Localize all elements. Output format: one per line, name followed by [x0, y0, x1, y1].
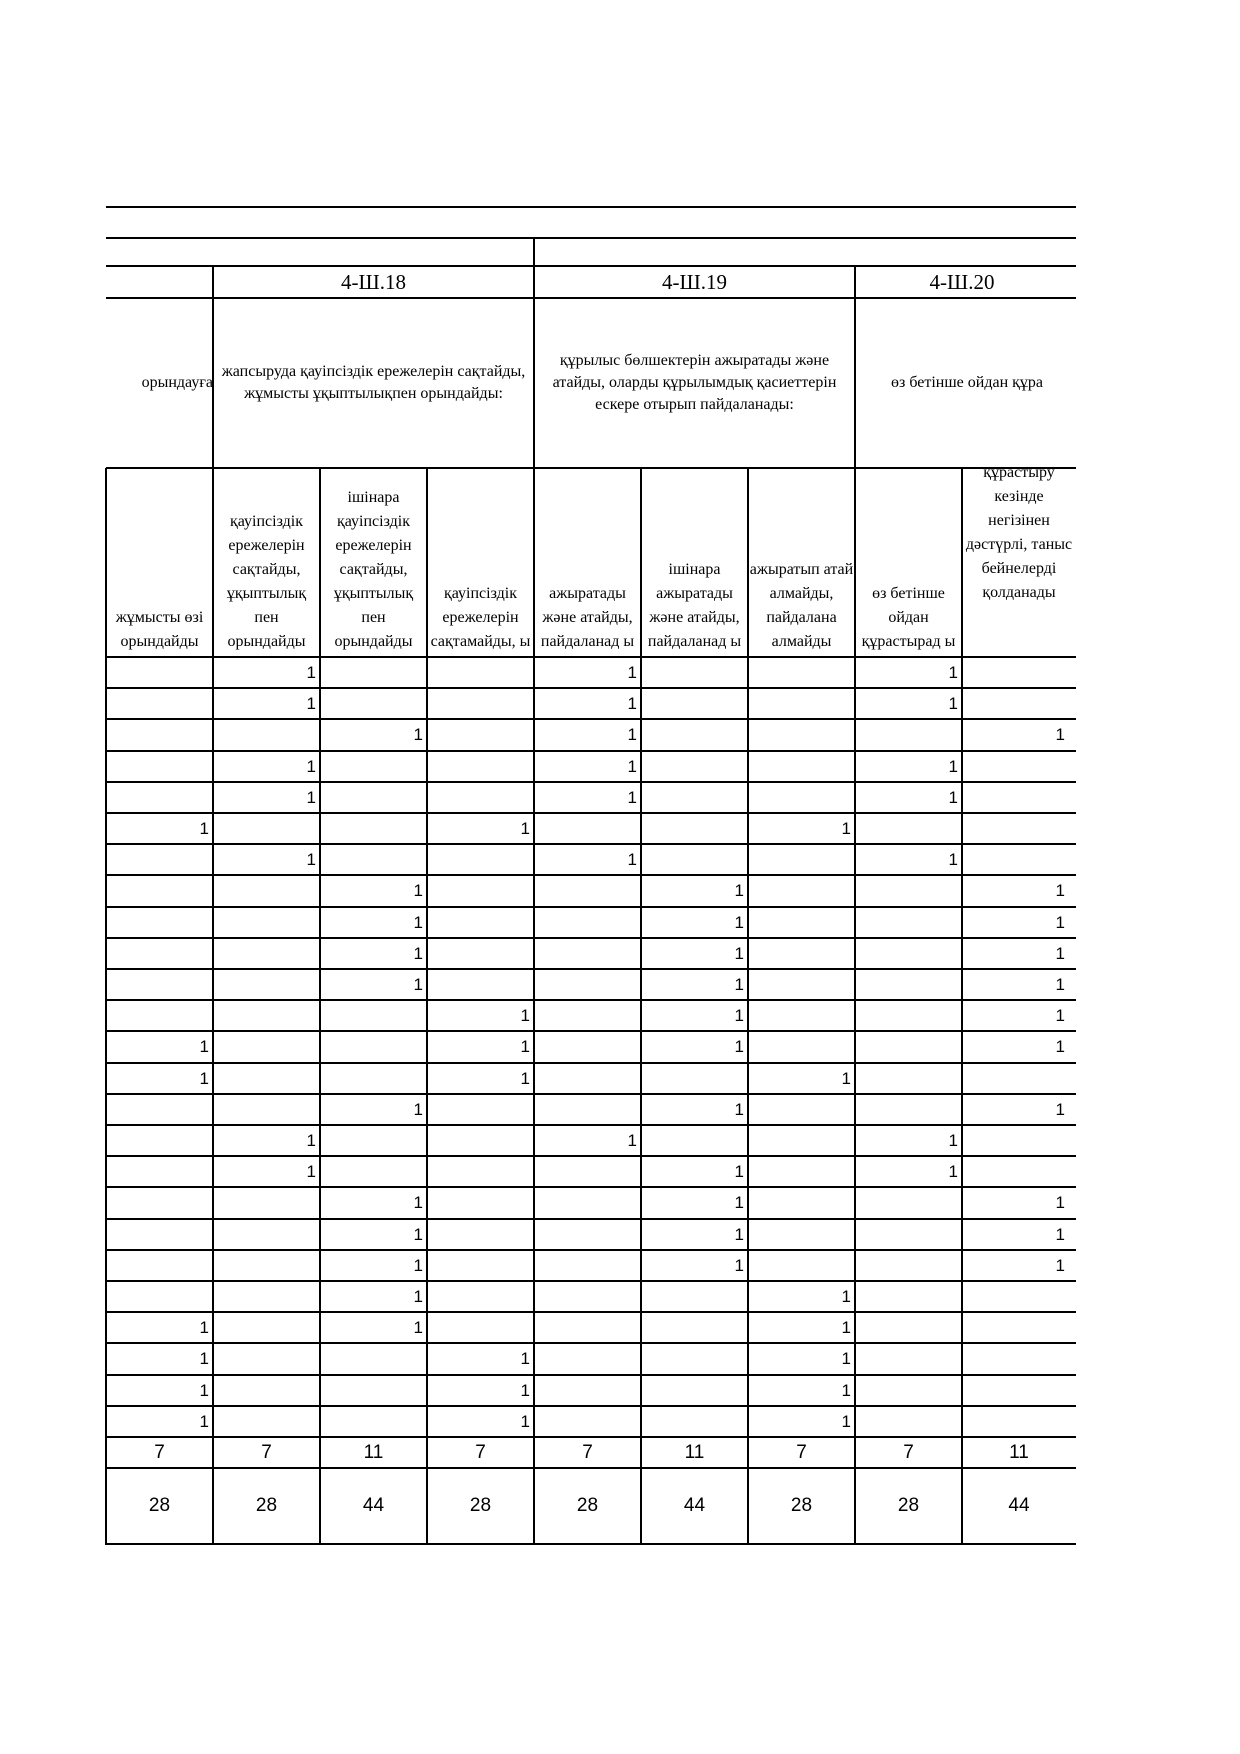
total-count: 7	[154, 1442, 165, 1463]
table-cell	[748, 845, 855, 875]
table-cell	[320, 1032, 427, 1062]
table-cell	[427, 939, 534, 969]
table-cell	[962, 814, 1069, 844]
total-percent: 28	[576, 1495, 599, 1516]
table-cell	[427, 1313, 534, 1343]
table-cell: 1	[306, 663, 316, 682]
table-cell: 1	[1055, 1193, 1065, 1212]
table-cell	[106, 908, 213, 938]
table-cell	[106, 1157, 213, 1187]
table-cell	[855, 1032, 962, 1062]
table-cell	[106, 1001, 213, 1031]
table-cell: 1	[734, 1100, 744, 1119]
table-cell	[320, 752, 427, 782]
table-cell: 1	[520, 1069, 530, 1088]
table-cell	[106, 1282, 213, 1312]
criterion-code: 4-Ш.18	[341, 270, 406, 294]
total-percent: 44	[1008, 1495, 1030, 1516]
column-header: қауіпсіздік ережелерін сақтайды, ұқыптылық пен орындайды	[226, 513, 307, 650]
table-cell	[641, 720, 748, 750]
table-cell: 1	[1055, 1256, 1065, 1275]
table-cell	[534, 1313, 641, 1343]
table-cell	[748, 658, 855, 688]
table-cell	[213, 1064, 320, 1094]
column-header: ішінара ажыратады және атайды, пайдаланад ы	[647, 561, 742, 650]
table-cell	[213, 1001, 320, 1031]
table-cell: 1	[734, 1006, 744, 1025]
table-cell: 1	[520, 1006, 530, 1025]
table-cell	[427, 1157, 534, 1187]
table-cell: 1	[520, 1349, 530, 1368]
table-cell	[641, 1126, 748, 1156]
table-cell	[427, 658, 534, 688]
table-cell	[748, 970, 855, 1000]
table-cell	[213, 1220, 320, 1250]
criterion-description: орындауға	[141, 374, 213, 391]
table-cell: 1	[627, 788, 637, 807]
table-cell	[427, 752, 534, 782]
table-cell	[427, 876, 534, 906]
table-cell	[962, 1064, 1069, 1094]
table-cell: 1	[306, 1162, 316, 1181]
total-percent: 44	[683, 1495, 706, 1516]
table-cell: 1	[306, 850, 316, 869]
table-cell	[748, 720, 855, 750]
criterion-description: өз бетінше ойдан құра	[891, 374, 1044, 391]
table-cell: 1	[413, 725, 423, 744]
table-cell	[962, 1157, 1069, 1187]
table-cell	[106, 1095, 213, 1125]
table-cell	[213, 720, 320, 750]
total-count: 11	[684, 1442, 705, 1463]
table-cell: 1	[734, 944, 744, 963]
table-rule	[106, 237, 1076, 239]
table-cell	[320, 1344, 427, 1374]
table-cell: 1	[413, 1287, 423, 1306]
table-cell: 1	[734, 1256, 744, 1275]
table-cell: 1	[413, 975, 423, 994]
table-cell	[106, 689, 213, 719]
table-cell: 1	[413, 913, 423, 932]
table-cell: 1	[948, 788, 958, 807]
table-cell	[534, 970, 641, 1000]
table-cell	[748, 908, 855, 938]
table-cell	[641, 689, 748, 719]
table-cell	[320, 1376, 427, 1406]
total-count: 7	[903, 1442, 914, 1463]
table-cell: 1	[948, 1162, 958, 1181]
table-cell	[748, 689, 855, 719]
table-cell: 1	[520, 1412, 530, 1431]
table-cell	[106, 970, 213, 1000]
table-cell: 1	[306, 788, 316, 807]
table-cell	[534, 1344, 641, 1374]
table-cell: 1	[413, 1193, 423, 1212]
table-cell: 1	[627, 757, 637, 776]
table-cell: 1	[520, 819, 530, 838]
table-cell: 1	[520, 1381, 530, 1400]
table-cell	[320, 845, 427, 875]
total-count: 7	[796, 1442, 807, 1463]
table-cell	[320, 814, 427, 844]
table-cell: 1	[199, 1412, 209, 1431]
table-cell: 1	[413, 1256, 423, 1275]
table-cell: 1	[948, 757, 958, 776]
table-cell	[534, 814, 641, 844]
column-header: жұмысты өзі орындайды	[115, 609, 204, 650]
table-cell	[320, 1126, 427, 1156]
table-cell	[748, 1095, 855, 1125]
table-cell: 1	[734, 1225, 744, 1244]
table-cell	[855, 1344, 962, 1374]
table-cell	[213, 939, 320, 969]
table-cell: 1	[1055, 725, 1065, 744]
table-cell: 1	[413, 1225, 423, 1244]
table-cell	[106, 845, 213, 875]
table-cell	[213, 970, 320, 1000]
table-cell	[534, 1001, 641, 1031]
table-cell	[213, 1313, 320, 1343]
table-cell	[106, 658, 213, 688]
total-count: 7	[261, 1442, 272, 1463]
table-cell	[855, 970, 962, 1000]
table-cell: 1	[734, 881, 744, 900]
table-cell	[534, 876, 641, 906]
table-cell	[320, 1064, 427, 1094]
table-cell	[106, 876, 213, 906]
table-cell	[320, 1001, 427, 1031]
table-cell: 1	[1055, 975, 1065, 994]
table-cell	[427, 689, 534, 719]
table-cell	[855, 1282, 962, 1312]
table-cell	[534, 1376, 641, 1406]
table-cell	[855, 876, 962, 906]
table-cell	[641, 658, 748, 688]
table-cell	[962, 1376, 1069, 1406]
criterion-code: 4-Ш.19	[662, 270, 727, 294]
table-cell	[641, 1282, 748, 1312]
total-percent: 44	[362, 1495, 385, 1516]
table-cell	[320, 1407, 427, 1437]
table-cell	[641, 1344, 748, 1374]
table-cell	[855, 1313, 962, 1343]
table-cell	[962, 752, 1069, 782]
table-cell	[106, 783, 213, 813]
table-cell	[427, 720, 534, 750]
table-cell: 1	[627, 850, 637, 869]
table-cell: 1	[948, 694, 958, 713]
table-cell: 1	[199, 1318, 209, 1337]
column-header: ішінара қауіпсіздік ережелерін сақтайды, ұқыптылық пен орындайды	[333, 489, 414, 650]
table-cell	[748, 1032, 855, 1062]
table-cell	[962, 689, 1069, 719]
table-cell: 1	[841, 1381, 851, 1400]
table-cell	[855, 814, 962, 844]
table-cell: 1	[734, 1162, 744, 1181]
table-cell	[962, 1407, 1069, 1437]
table-cell	[106, 1220, 213, 1250]
table-cell	[320, 658, 427, 688]
table-cell: 1	[1055, 1225, 1065, 1244]
table-cell	[534, 1282, 641, 1312]
table-cell: 1	[199, 1069, 209, 1088]
table-cell	[427, 1220, 534, 1250]
table-cell	[534, 908, 641, 938]
table-cell	[213, 1188, 320, 1218]
table-cell	[855, 1001, 962, 1031]
table-cell: 1	[199, 819, 209, 838]
table-cell	[213, 1095, 320, 1125]
table-cell	[213, 1282, 320, 1312]
table-cell	[427, 845, 534, 875]
table-cell: 1	[627, 663, 637, 682]
table-cell	[213, 814, 320, 844]
table-cell	[641, 1376, 748, 1406]
table-cell	[534, 1064, 641, 1094]
table-cell: 1	[948, 1131, 958, 1150]
table-cell: 1	[734, 1193, 744, 1212]
table-cell	[106, 1251, 213, 1281]
table-cell: 1	[841, 1287, 851, 1306]
table-cell: 1	[306, 757, 316, 776]
table-cell	[320, 689, 427, 719]
table-cell	[427, 1126, 534, 1156]
total-percent: 28	[790, 1495, 813, 1516]
table-cell: 1	[1055, 1006, 1065, 1025]
table-cell	[748, 752, 855, 782]
table-cell: 1	[199, 1037, 209, 1056]
table-cell	[641, 814, 748, 844]
table-cell	[641, 783, 748, 813]
table-cell: 1	[413, 1318, 423, 1337]
table-rule	[106, 206, 1076, 208]
table-cell	[213, 1032, 320, 1062]
table-cell	[106, 1126, 213, 1156]
table-cell: 1	[199, 1349, 209, 1368]
table-cell	[748, 1157, 855, 1187]
table-cell	[534, 1220, 641, 1250]
table-cell	[748, 783, 855, 813]
table-cell	[962, 1313, 1069, 1343]
table-cell	[106, 1188, 213, 1218]
table-cell	[855, 1407, 962, 1437]
table-cell	[213, 908, 320, 938]
table-cell: 1	[627, 725, 637, 744]
table-cell: 1	[413, 944, 423, 963]
column-header: ажыратады және атайды, пайдаланад ы	[540, 585, 635, 650]
table-cell	[534, 939, 641, 969]
total-percent: 28	[897, 1495, 920, 1516]
table-cell	[855, 1188, 962, 1218]
total-percent: 28	[148, 1495, 171, 1516]
table-cell	[427, 970, 534, 1000]
table-cell: 1	[627, 1131, 637, 1150]
column-header: қауіпсіздік ережелерін сақтамайды, ы	[430, 585, 531, 650]
table-cell	[641, 1407, 748, 1437]
table-cell	[748, 1001, 855, 1031]
table-cell: 1	[1055, 1037, 1065, 1056]
table-cell: 1	[841, 1069, 851, 1088]
table-cell: 1	[734, 913, 744, 932]
table-cell	[855, 1064, 962, 1094]
table-cell: 1	[1055, 913, 1065, 932]
table-cell	[641, 752, 748, 782]
table-cell: 1	[841, 1412, 851, 1431]
table-cell	[962, 1344, 1069, 1374]
total-count: 7	[475, 1442, 486, 1463]
table-cell	[748, 1188, 855, 1218]
table-cell	[106, 720, 213, 750]
total-percent: 28	[255, 1495, 278, 1516]
table-cell	[213, 876, 320, 906]
table-cell: 1	[948, 850, 958, 869]
table-cell	[855, 720, 962, 750]
table-cell	[534, 1188, 641, 1218]
table-cell: 1	[413, 1100, 423, 1119]
table-cell	[748, 876, 855, 906]
table-cell	[855, 939, 962, 969]
table-rule	[106, 1543, 1076, 1545]
total-percent: 28	[469, 1495, 492, 1516]
criterion-code: 4-Ш.20	[929, 270, 995, 294]
table-cell: 1	[520, 1037, 530, 1056]
table-cell	[213, 1376, 320, 1406]
table-cell	[320, 1157, 427, 1187]
table-cell	[106, 752, 213, 782]
table-cell: 1	[306, 694, 316, 713]
table-cell	[748, 939, 855, 969]
table-cell	[213, 1407, 320, 1437]
table-cell: 1	[734, 975, 744, 994]
table-cell: 1	[734, 1037, 744, 1056]
criterion-description: құрылыс бөлшектерін ажыратады және атайды, оларды құрылымдық қасиеттерін ескере отырып пайдаланады:	[552, 352, 837, 413]
total-count: 7	[582, 1442, 593, 1463]
column-header: құрастыру кезінде негізінен дәстүрлі, таныс бейнелерді қолданады	[965, 464, 1073, 601]
table-cell	[855, 1376, 962, 1406]
table-cell	[748, 1126, 855, 1156]
table-cell	[427, 1282, 534, 1312]
table-cell	[427, 783, 534, 813]
table-cell	[427, 908, 534, 938]
table-cell	[962, 845, 1069, 875]
table-cell	[213, 1344, 320, 1374]
table-cell	[427, 1095, 534, 1125]
table-cell: 1	[948, 663, 958, 682]
table-cell	[320, 783, 427, 813]
table-cell: 1	[1055, 1100, 1065, 1119]
table-cell	[641, 1313, 748, 1343]
table-cell	[855, 1251, 962, 1281]
table-cell	[855, 908, 962, 938]
table-cell: 1	[841, 1318, 851, 1337]
criterion-description: жапсыруда қауіпсіздік ережелерін сақтайды, жұмысты ұқыптылықпен орындайды:	[221, 363, 526, 402]
column-header: өз бетінше ойдан құрастырад ы	[861, 585, 956, 650]
table-cell	[748, 1251, 855, 1281]
table-cell: 1	[306, 1131, 316, 1150]
table-cell	[855, 1095, 962, 1125]
table-cell: 1	[413, 881, 423, 900]
table-cell: 1	[841, 819, 851, 838]
total-count: 11	[363, 1442, 384, 1463]
table-cell	[962, 1282, 1069, 1312]
table-cell	[855, 1220, 962, 1250]
table-cell	[962, 1126, 1069, 1156]
table-cell	[962, 658, 1069, 688]
table-cell	[427, 1188, 534, 1218]
table-cell: 1	[199, 1381, 209, 1400]
table-cell	[534, 1032, 641, 1062]
table-cell	[962, 783, 1069, 813]
table-cell	[534, 1251, 641, 1281]
table-cell	[534, 1157, 641, 1187]
table-cell: 1	[1055, 944, 1065, 963]
table-cell	[748, 1220, 855, 1250]
table-cell	[641, 1064, 748, 1094]
table-cell	[106, 939, 213, 969]
table-cell: 1	[1055, 881, 1065, 900]
table-cell	[641, 845, 748, 875]
table-cell	[534, 1407, 641, 1437]
table-cell	[534, 1095, 641, 1125]
column-header: ажыратып атай алмайды, пайдалана алмайды	[749, 561, 854, 650]
table-cell: 1	[627, 694, 637, 713]
table-cell: 1	[841, 1349, 851, 1368]
table-cell	[213, 1251, 320, 1281]
total-count: 11	[1009, 1442, 1029, 1463]
table-cell	[427, 1251, 534, 1281]
